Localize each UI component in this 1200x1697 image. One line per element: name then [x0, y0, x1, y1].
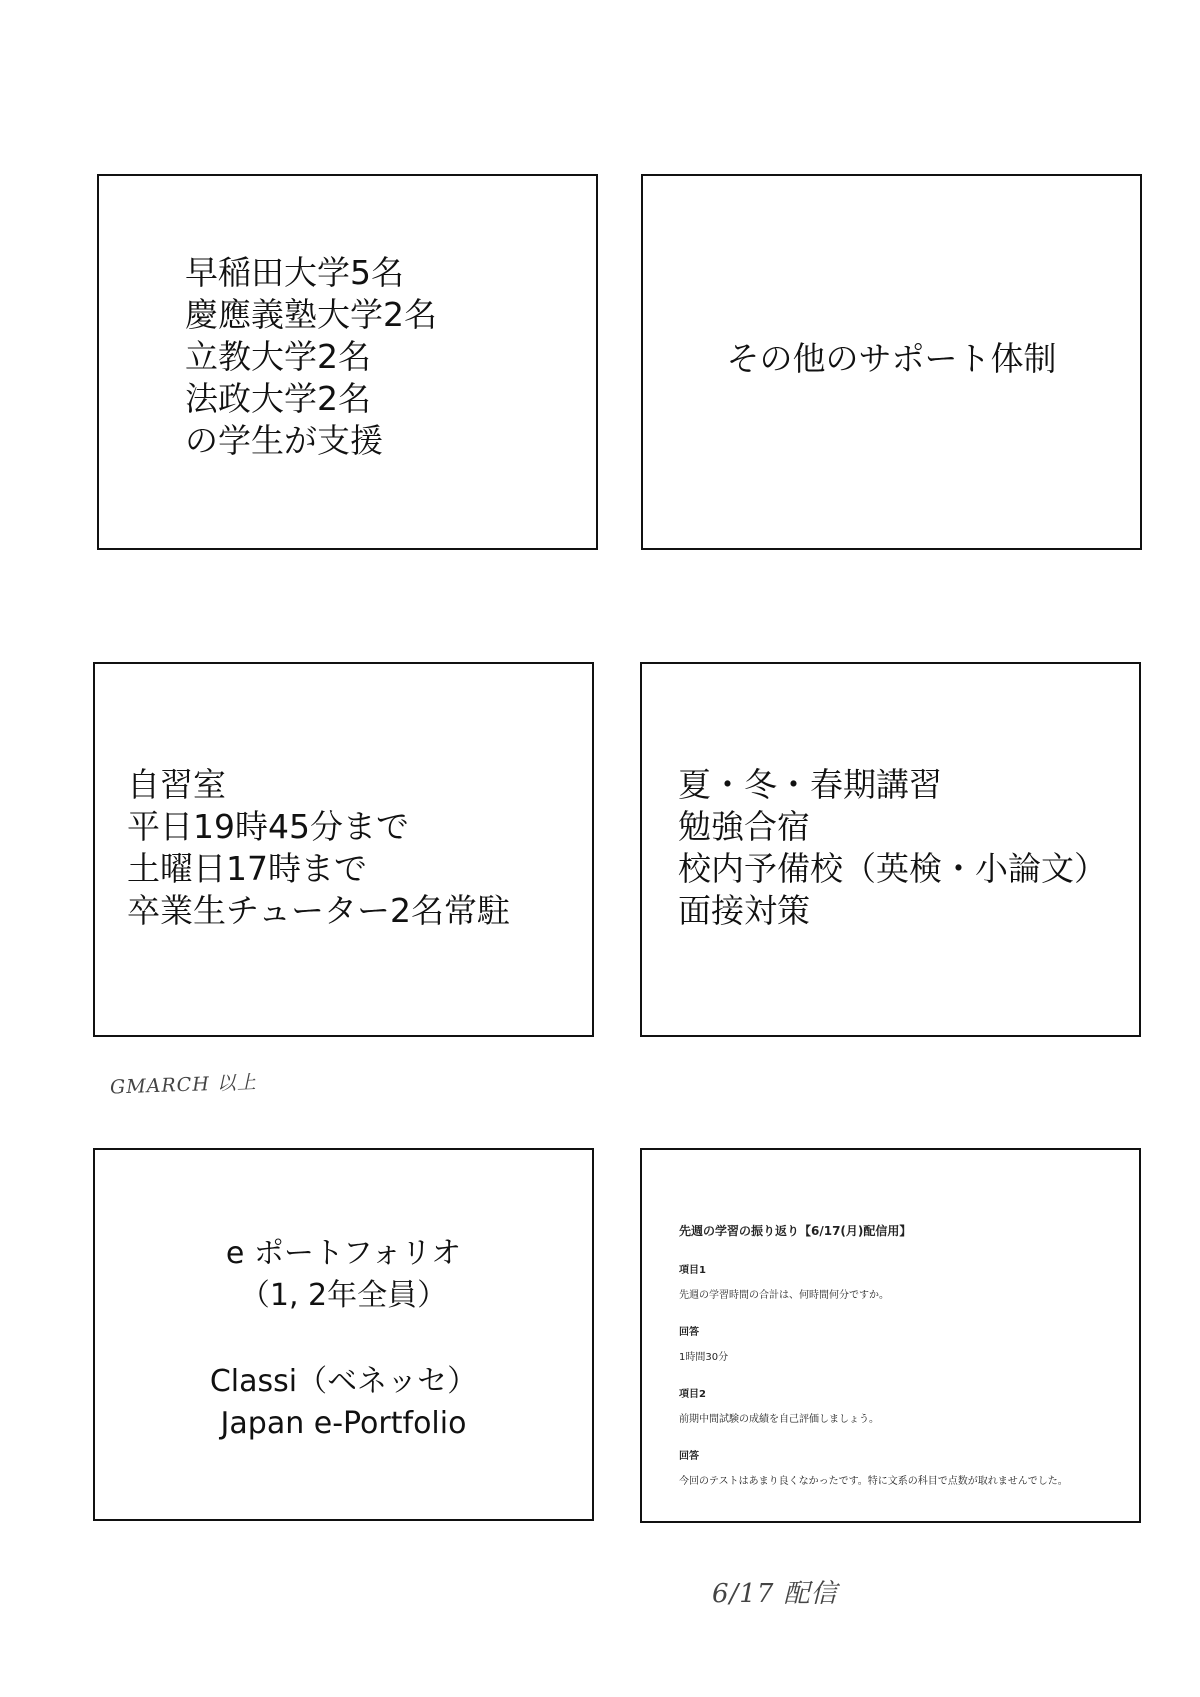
e-portfolio-classi: Classi（ベネッセ）: [209, 1364, 478, 1399]
item1-label: 項目1: [679, 1265, 706, 1276]
line-support-summary: の学生が支援: [185, 421, 383, 460]
line-interview-prep: 面接対策: [678, 891, 810, 930]
handwritten-note-gmarch: GMARCH 以上: [109, 1071, 258, 1099]
line-saturday-hours: 土曜日17時まで: [127, 849, 367, 888]
line-in-school-prep: 校内予備校（英検・小論文）: [678, 849, 1107, 888]
line-keio: 慶應義塾大学2名: [185, 295, 437, 334]
line-rikkyo: 立教大学2名: [185, 337, 371, 376]
slide-seasonal-courses: [640, 662, 1141, 1037]
answer1-label: 回答: [679, 1327, 699, 1338]
reflection-form: [679, 1222, 1119, 1487]
handwritten-note-date: 6/17 配信: [712, 1579, 838, 1609]
university-support-list: [185, 252, 437, 462]
reflection-title: 先週の学習の振り返り【6/17(月)配信用】: [679, 1224, 912, 1238]
e-portfolio-japan: Japan e-Portfolio: [220, 1406, 467, 1441]
line-hosei: 法政大学2名: [185, 379, 371, 418]
other-support-title: その他のサポート体制: [726, 339, 1057, 378]
line-waseda: 早稲田大学5名: [185, 253, 404, 292]
seasonal-courses-list: [678, 764, 1107, 932]
item1-text: 先週の学習時間の合計は、何時間何分ですか。: [679, 1290, 889, 1301]
line-study-camp: 勉強合宿: [678, 807, 810, 846]
slide-weekly-reflection: [640, 1148, 1141, 1523]
slide-university-support: [97, 174, 598, 550]
slide-study-room: [93, 662, 594, 1037]
line-tutors: 卒業生チューター2名常駐: [127, 891, 511, 930]
answer1-text: 1時間30分: [679, 1352, 729, 1363]
line-weekday-hours: 平日19時45分まで: [127, 807, 409, 846]
e-portfolio-target: （1, 2年全員）: [239, 1278, 448, 1313]
answer2-label: 回答: [679, 1451, 699, 1462]
line-seasonal-courses: 夏・冬・春期講習: [678, 765, 942, 804]
item2-text: 前期中間試験の成績を自己評価しましょう。: [679, 1414, 879, 1425]
answer2-text: 今回のテストはあまり良くなかったです。特に文系の科目で点数が取れませんでした。: [679, 1476, 1068, 1487]
item2-label: 項目2: [679, 1389, 706, 1400]
e-portfolio-title: e ポートフォリオ: [225, 1236, 462, 1271]
slide-e-portfolio: [93, 1148, 594, 1521]
study-room-list: [127, 764, 510, 932]
line-study-room: 自習室: [127, 765, 226, 804]
slide-other-support: [641, 174, 1142, 550]
